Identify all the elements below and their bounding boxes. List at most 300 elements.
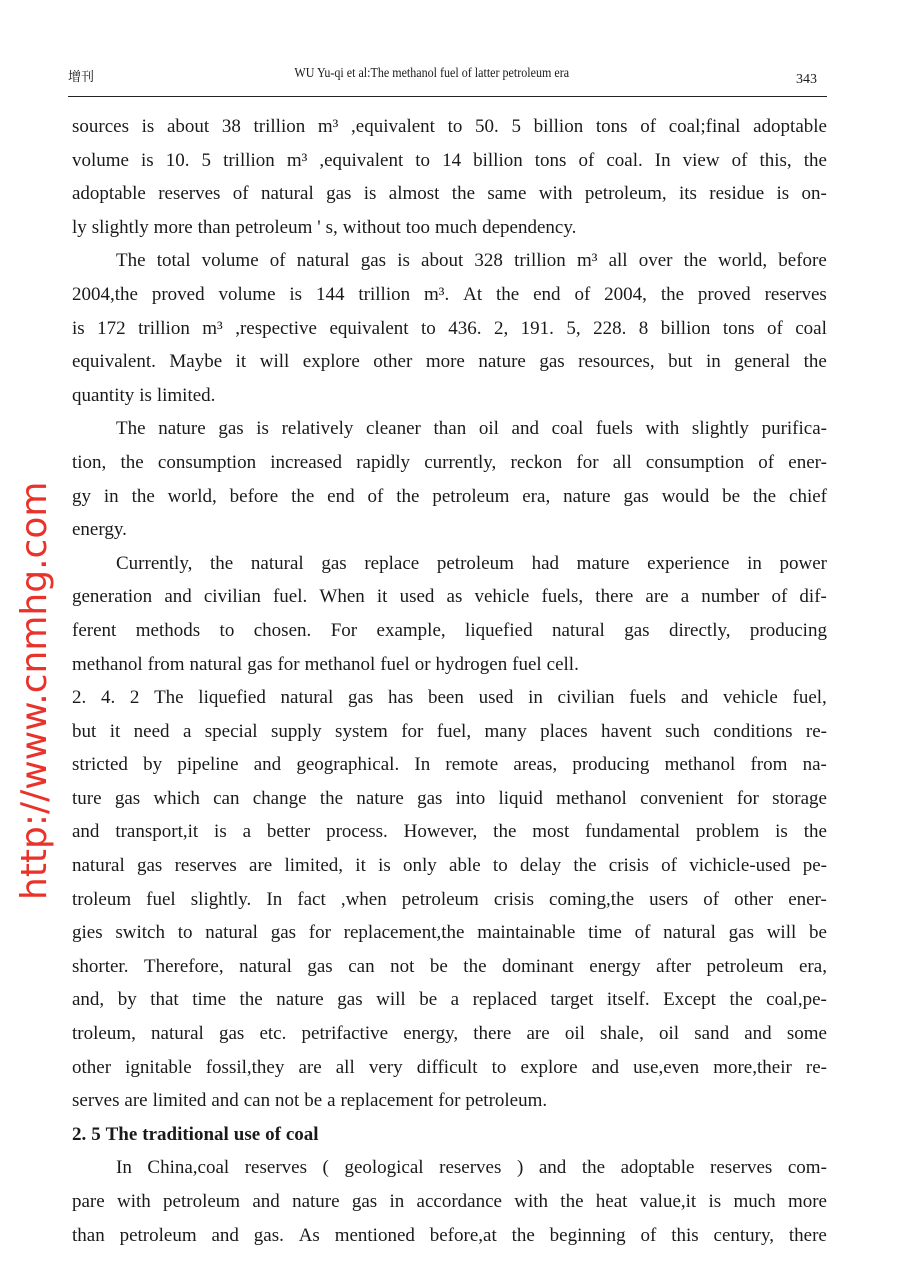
word: energy [589, 955, 641, 977]
word: target [550, 989, 594, 1011]
word: quantity [72, 384, 135, 406]
word: pipeline [177, 754, 239, 776]
word: more [153, 216, 193, 238]
word: dominant [502, 955, 574, 977]
word: too [405, 216, 431, 238]
word: to [177, 922, 193, 944]
word: the [131, 485, 155, 507]
word: natural [296, 250, 350, 272]
word: maintainable [477, 922, 576, 944]
word: limited, [284, 855, 344, 877]
word: in [705, 351, 721, 373]
word: users [649, 888, 689, 910]
word: the [120, 451, 144, 473]
word: tons [722, 317, 755, 339]
word: a [242, 821, 252, 843]
word: pare [72, 1191, 105, 1212]
word: only [403, 855, 437, 877]
word: fuel [512, 653, 542, 675]
word: of [367, 485, 384, 507]
word: crisis [608, 855, 649, 877]
word: gies [72, 922, 103, 944]
word: proved [151, 283, 205, 305]
word: time [192, 989, 227, 1011]
word: there [788, 1224, 827, 1246]
word: energy, [403, 1023, 459, 1045]
word: in [528, 687, 543, 709]
text-line [72, 815, 827, 849]
word: m³ [286, 149, 308, 171]
word: a [450, 989, 460, 1011]
word: gas [270, 922, 297, 944]
word: increased [270, 451, 342, 473]
word: ture [72, 787, 102, 809]
word: is [776, 183, 790, 205]
word: chief [789, 485, 827, 507]
text-line [72, 547, 827, 581]
word: from [147, 653, 185, 675]
word: s, [325, 216, 338, 238]
text-line [72, 1017, 827, 1051]
text-line [72, 849, 827, 883]
word: for [308, 922, 331, 944]
word: billion [660, 317, 711, 339]
word: the [451, 183, 476, 205]
word: 4. [100, 687, 116, 709]
word: beginning [549, 1224, 626, 1246]
word: pe- [802, 855, 827, 877]
word: natural [280, 687, 334, 709]
text-line [72, 681, 827, 715]
word: the [803, 821, 827, 843]
word: petroleum [401, 888, 479, 910]
word: the [660, 283, 685, 305]
word: the [291, 485, 315, 507]
word: other [72, 1056, 112, 1078]
word: volume [201, 250, 259, 272]
word: with [645, 418, 680, 440]
word: about [166, 116, 210, 137]
word: the [683, 250, 707, 272]
word: and [211, 1090, 239, 1112]
word: petroleum [436, 552, 514, 574]
word: fuel. [272, 586, 308, 608]
word: of [265, 1123, 281, 1145]
word: tons [534, 149, 567, 171]
word: other [734, 888, 774, 910]
word: dependency. [482, 216, 577, 238]
word: trillion [253, 116, 306, 137]
word: example, [376, 619, 446, 641]
text-line [72, 1051, 827, 1085]
word: of [766, 317, 783, 339]
word: coal [551, 418, 584, 440]
word: the [496, 283, 520, 305]
word: ,when [340, 888, 387, 910]
word: nature [356, 787, 404, 809]
word: currently, [424, 451, 497, 473]
paragraph [72, 110, 827, 244]
word: convenient [640, 787, 724, 809]
word: methanol [556, 787, 627, 809]
word: m³ [317, 116, 339, 137]
word: for [277, 653, 300, 675]
word: m³. [424, 283, 450, 305]
word: gas [307, 955, 333, 977]
word: will [766, 922, 797, 944]
word: than [197, 216, 231, 238]
word: the [560, 1191, 584, 1212]
word: petroleum [432, 485, 510, 507]
word: special [204, 720, 258, 742]
word: fuels [629, 687, 667, 709]
word: dif- [799, 586, 827, 608]
word: end [327, 485, 355, 507]
word: gas [326, 183, 352, 205]
word: gas [218, 1023, 245, 1045]
word: need [133, 720, 170, 742]
word: liquid [498, 787, 543, 809]
word: more [425, 351, 465, 373]
word: nature [158, 418, 206, 440]
word: gas [728, 922, 754, 944]
word: for [576, 451, 599, 473]
word: by [117, 989, 137, 1011]
word: re- [805, 1056, 827, 1078]
word: petroleum [119, 1224, 197, 1246]
word: 14 [442, 149, 462, 171]
word: proved [697, 283, 751, 305]
word: replacement,the [343, 922, 465, 944]
word: natural [72, 855, 125, 877]
word: rapidly [356, 451, 411, 473]
word: 2, [493, 317, 509, 339]
word: time [588, 922, 622, 944]
word: much [733, 1191, 776, 1212]
word: supply [270, 720, 322, 742]
word: and [252, 1191, 280, 1212]
word: trillion [514, 250, 566, 272]
word: nature [478, 351, 526, 373]
word: over [638, 250, 673, 272]
word: and [164, 586, 192, 608]
word: oil [478, 418, 499, 440]
word: used [399, 586, 435, 608]
word: billion [473, 149, 523, 171]
word: directly, [668, 619, 731, 641]
word: change [252, 787, 307, 809]
word: the [463, 955, 487, 977]
word: replacement [340, 1090, 434, 1112]
word: ener- [788, 888, 827, 910]
word: fact [297, 888, 326, 910]
word: petroleum. [465, 1090, 548, 1112]
word: all [612, 451, 632, 473]
word: explore [302, 351, 360, 373]
word: nature [276, 989, 324, 1011]
word: methods [135, 619, 201, 641]
page-number: 343 [796, 72, 817, 87]
word: shorter. [72, 955, 129, 977]
word: is [141, 116, 155, 137]
word: 5 [91, 1123, 101, 1145]
word: reserves [764, 283, 827, 305]
word: equivalent. [72, 351, 156, 373]
word: reckon [510, 451, 563, 473]
word: mentioned [334, 1224, 415, 1246]
text-line [72, 278, 827, 312]
text-line [72, 950, 827, 984]
word: 2. [72, 687, 87, 709]
word: natural [239, 955, 292, 977]
journal-label: 增刊 [68, 70, 95, 85]
word: to [219, 619, 235, 641]
word: 228. [593, 317, 627, 339]
word: ly [72, 216, 87, 238]
word: trillion [223, 149, 275, 171]
text-line [72, 513, 827, 547]
word: delay [519, 855, 562, 877]
word: gas [539, 351, 565, 373]
paragraph [72, 1151, 827, 1252]
word: slightly. [190, 888, 252, 910]
word: more [787, 1191, 827, 1212]
word: with [514, 1191, 549, 1212]
word: Maybe [169, 351, 223, 373]
text-line [72, 748, 827, 782]
word: However, [403, 821, 478, 843]
word: the [803, 149, 827, 171]
body-text [72, 110, 827, 1252]
word: adoptable [753, 116, 827, 137]
word: same [487, 183, 527, 205]
text-line [72, 782, 827, 816]
word: be [429, 955, 448, 977]
word: remote [445, 754, 499, 776]
word: system [335, 720, 388, 742]
word: places [540, 720, 588, 742]
word: nature [292, 1191, 340, 1212]
word: 50. [475, 116, 499, 137]
word: volume [218, 283, 276, 305]
word: 5, [566, 317, 581, 339]
word: fuel [146, 888, 176, 910]
word: are [645, 586, 669, 608]
word: m³ [202, 317, 223, 339]
word: but [72, 720, 97, 742]
word: The [116, 250, 146, 272]
word: is [775, 821, 788, 843]
word: before [229, 485, 279, 507]
word: Therefore, [143, 955, 224, 977]
word: been [428, 687, 464, 709]
word: the [396, 485, 420, 507]
word: be [722, 485, 741, 507]
word: oil [659, 1023, 680, 1045]
word: or [414, 653, 431, 675]
word: had [531, 552, 559, 574]
word: serves [72, 1090, 120, 1112]
word: coal [795, 317, 827, 339]
word: ignitable [125, 1056, 192, 1078]
word: gy [72, 485, 91, 507]
word: of [578, 149, 595, 171]
word: civilian [557, 687, 615, 709]
word: without [342, 216, 401, 238]
word: fuel, [436, 720, 472, 742]
word: gas [337, 989, 363, 1011]
word: has [387, 687, 414, 709]
running-title-text: WU Yu-qi et al:The methanol fuel of latter petroleum era [294, 66, 570, 81]
word: it [109, 720, 121, 742]
word: into [455, 787, 486, 809]
word: century, [713, 1224, 775, 1246]
word: purifica- [761, 418, 827, 440]
word: vehicle [474, 586, 530, 608]
word: is [378, 855, 391, 877]
word: the [573, 855, 597, 877]
word: 2 [129, 687, 140, 709]
text-line [72, 1084, 827, 1118]
word: In [654, 149, 671, 171]
word: slightly [91, 216, 149, 238]
word: is [72, 317, 85, 339]
word: natural [250, 552, 304, 574]
word: switch [115, 922, 165, 944]
word: accordance [416, 1191, 502, 1212]
word: by [143, 754, 163, 776]
word: sources [72, 116, 129, 137]
word: adoptable [72, 183, 146, 205]
word: Currently, [116, 552, 193, 574]
text-line [72, 446, 827, 480]
word: can [243, 1090, 271, 1112]
word: a [327, 1090, 336, 1112]
word: fundamental [585, 821, 681, 843]
text-line [72, 312, 827, 346]
word: re- [805, 720, 827, 742]
word: number [701, 586, 760, 608]
word: the [319, 787, 344, 809]
word: gas [623, 485, 649, 507]
word: before,at [429, 1224, 497, 1246]
word: all [335, 1056, 355, 1078]
word: this, [759, 149, 792, 171]
word: trillion [358, 283, 411, 305]
paragraph [72, 244, 827, 412]
word: In [414, 754, 431, 776]
word: world, [167, 485, 217, 507]
word: is [289, 283, 303, 305]
word: world, [718, 250, 768, 272]
word: vehicle [722, 687, 778, 709]
word: areas, [513, 754, 558, 776]
word: not [275, 1090, 300, 1112]
word: there [595, 586, 634, 608]
word: geological [344, 1157, 424, 1179]
word: 144 [315, 283, 345, 305]
word: cleaner [366, 418, 421, 440]
word: slightly [691, 418, 749, 440]
word: and [253, 754, 282, 776]
word: itself. [606, 989, 650, 1011]
word: it [355, 855, 366, 877]
word: is [139, 384, 152, 406]
word: conditions [713, 720, 793, 742]
word: volume [72, 149, 129, 171]
text-line [72, 1219, 827, 1253]
word: ,equivalent [351, 116, 435, 137]
word: this [671, 1224, 699, 1246]
watermark: http://www.cnmhg.com [14, 481, 55, 900]
word: fossil,they [205, 1056, 285, 1078]
word: is [256, 418, 269, 440]
word: of [771, 586, 788, 608]
text-line [72, 883, 827, 917]
word: chosen. [253, 619, 312, 641]
word: adoptable [620, 1157, 695, 1179]
word: reserves [244, 1157, 307, 1179]
section-heading [72, 1118, 827, 1152]
word: from [750, 754, 788, 776]
word: some [786, 1023, 827, 1045]
text-line [72, 211, 827, 245]
word: transport,it [115, 821, 199, 843]
word: civilian [203, 586, 261, 608]
word: are [124, 1090, 148, 1112]
word: 5 [511, 116, 521, 137]
word: than [433, 418, 467, 440]
word: methanol [664, 754, 736, 776]
word: and, [72, 989, 105, 1011]
word: relatively [281, 418, 354, 440]
word: 328 [474, 250, 503, 272]
header-rule [68, 96, 827, 97]
word: to [447, 116, 463, 137]
word: most [532, 821, 570, 843]
text-line [72, 144, 827, 178]
word: very [368, 1056, 403, 1078]
text-line [72, 1185, 827, 1219]
word: before [778, 250, 827, 272]
word: 2004,the [72, 283, 138, 305]
word: able [449, 855, 481, 877]
word: of [640, 1224, 657, 1246]
word: and [72, 821, 100, 843]
word: the [581, 1157, 606, 1179]
word: gas [247, 653, 273, 675]
word: limited [152, 1090, 207, 1112]
word: era, [799, 955, 827, 977]
word: ( [322, 1157, 329, 1179]
word: and [211, 1224, 239, 1246]
word: coal,pe- [766, 989, 827, 1011]
word: m³ [576, 250, 598, 272]
word: use,even [633, 1056, 700, 1078]
word: and [744, 1023, 772, 1045]
word: storage [772, 787, 827, 809]
word: 172 [97, 317, 126, 339]
word: gas [114, 787, 141, 809]
word: can [213, 787, 240, 809]
word: 8 [638, 317, 649, 339]
paragraph [72, 547, 827, 681]
word: gas [624, 619, 650, 641]
word: are [298, 1056, 322, 1078]
word: In [266, 888, 283, 910]
word: is [141, 149, 154, 171]
word: troleum, [72, 1023, 136, 1045]
